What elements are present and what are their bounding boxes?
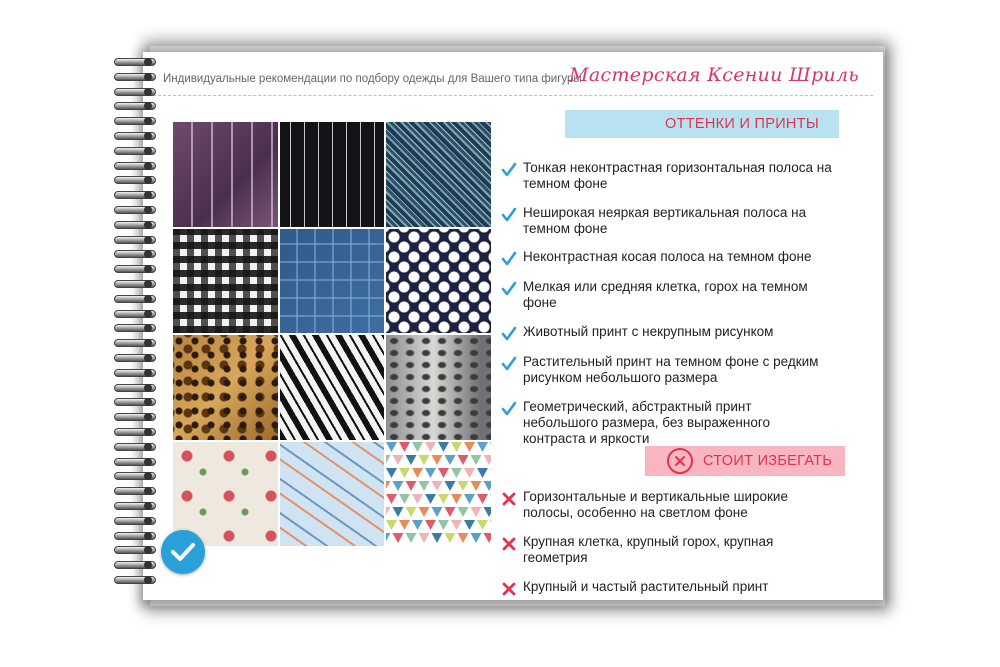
triangle-motif	[425, 546, 436, 547]
triangle-motif	[419, 455, 430, 465]
triangle-motif	[412, 468, 423, 478]
spiral-ring	[110, 236, 154, 245]
triangle-motif	[477, 442, 488, 452]
list-item-text: Неконтрастная косая полоса на темном фоне	[523, 249, 812, 264]
checkmark-icon	[501, 281, 517, 297]
spiral-ring	[110, 354, 154, 363]
triangle-motif	[471, 481, 482, 491]
triangle-motif	[412, 494, 423, 504]
triangle-motif	[425, 442, 436, 452]
triangle-motif	[432, 481, 443, 491]
swatch-blue-check	[280, 229, 385, 334]
spiral-ring	[110, 576, 154, 585]
checkmark-icon	[501, 401, 517, 417]
triangle-motif	[490, 468, 491, 478]
triangle-motif	[386, 494, 397, 504]
list-item-text: Крупная клетка, крупный горох, крупная геометрия	[523, 534, 774, 565]
triangle-motif	[425, 520, 436, 530]
triangle-motif	[445, 455, 456, 465]
triangle-motif	[399, 442, 410, 452]
triangle-motif	[412, 546, 423, 547]
triangle-motif	[490, 442, 491, 452]
recommended-title: ОТТЕНКИ И ПРИНТЫ	[565, 110, 839, 138]
triangle-motif	[406, 455, 417, 465]
triangle-motif	[386, 468, 397, 478]
triangle-motif	[471, 455, 482, 465]
triangle-motif	[393, 455, 404, 465]
triangle-motif	[464, 546, 475, 547]
triangle-motif	[386, 442, 397, 452]
triangle-motif	[484, 455, 491, 465]
avoid-title-box	[645, 446, 845, 476]
spiral-ring	[110, 561, 154, 570]
page-subtitle: Индивидуальные рекомендации по подбору одежды для Вашего типа фигуры	[163, 73, 582, 85]
triangle-motif	[451, 494, 462, 504]
spiral-ring	[110, 117, 154, 126]
spiral-ring	[110, 324, 154, 333]
header-divider	[153, 95, 873, 96]
swatch-gingham	[173, 229, 278, 334]
triangle-motif	[458, 481, 469, 491]
triangle-motif	[458, 455, 469, 465]
list-item-text: Неширокая неяркая вертикальная полоса на темном фоне	[523, 205, 807, 236]
triangle-motif	[451, 546, 462, 547]
triangle-motif	[432, 507, 443, 517]
checkmark-icon	[501, 356, 517, 372]
spiral-ring	[110, 147, 154, 156]
list-item-text: Геометрический, абстрактный принт небольшого размера, без выраженного контраста и яркости	[523, 399, 770, 446]
swatch-diagonal-stripe	[386, 122, 491, 227]
spiral-ring	[110, 206, 154, 215]
triangle-motif	[438, 494, 449, 504]
spiral-ring	[110, 295, 154, 304]
triangle-motif	[477, 520, 488, 530]
triangle-motif	[458, 507, 469, 517]
triangle-motif	[419, 481, 430, 491]
triangle-motif	[393, 481, 404, 491]
spiral-ring	[110, 369, 154, 378]
triangle-motif	[406, 481, 417, 491]
swatch-botanical	[280, 442, 385, 547]
triangle-motif	[471, 533, 482, 543]
checkmark-icon	[501, 207, 517, 223]
triangle-motif	[399, 468, 410, 478]
list-item-text: Тонкая неконтрастная горизонтальная полоса на темном фоне	[523, 160, 832, 191]
list-item-text: Растительный принт на темном фоне с редким рисунком небольшого размера	[523, 354, 819, 385]
triangle-motif	[425, 494, 436, 504]
triangle-motif	[438, 520, 449, 530]
triangle-motif	[477, 494, 488, 504]
triangle-motif	[438, 442, 449, 452]
triangle-motif	[386, 533, 391, 543]
triangle-motif	[393, 533, 404, 543]
swatch-purple-pinstripe	[173, 122, 278, 227]
triangle-motif	[458, 533, 469, 543]
checkmark-icon	[501, 326, 517, 342]
spiral-ring	[110, 102, 154, 111]
triangle-motif	[477, 546, 488, 547]
swatch-leopard	[173, 335, 278, 440]
triangle-motif	[425, 468, 436, 478]
triangle-motif	[464, 494, 475, 504]
triangle-motif	[445, 481, 456, 491]
triangle-motif	[386, 455, 391, 465]
triangle-motif	[406, 507, 417, 517]
spiral-ring	[110, 88, 154, 97]
spiral-ring	[110, 458, 154, 467]
triangle-motif	[386, 507, 391, 517]
spiral-ring	[110, 443, 154, 452]
brand-logo: Мастерская Ксении Шриль	[569, 64, 859, 86]
triangle-motif	[445, 507, 456, 517]
spiral-ring	[110, 310, 154, 319]
triangle-motif	[471, 507, 482, 517]
triangle-motif	[477, 468, 488, 478]
triangle-motif	[432, 533, 443, 543]
triangle-motif	[484, 481, 491, 491]
list-item-text: Крупный и частый растительный принт	[523, 579, 769, 594]
spiral-ring	[110, 517, 154, 526]
triangle-motif	[419, 533, 430, 543]
swatch-triangles	[386, 442, 491, 547]
spiral-ring	[110, 265, 154, 274]
spiral-ring	[110, 472, 154, 481]
spiral-ring	[110, 250, 154, 259]
triangle-motif	[451, 520, 462, 530]
triangle-motif	[464, 468, 475, 478]
triangle-motif	[484, 507, 491, 517]
triangle-motif	[490, 494, 491, 504]
triangle-motif	[386, 520, 397, 530]
triangle-motif	[412, 520, 423, 530]
spiral-ring	[110, 58, 154, 67]
triangle-motif	[406, 533, 417, 543]
spiral-binding	[110, 58, 170, 598]
spiral-ring	[110, 339, 154, 348]
swatch-grid	[173, 122, 491, 546]
triangle-motif	[490, 546, 491, 547]
spiral-ring	[110, 487, 154, 496]
triangle-motif	[451, 442, 462, 452]
spiral-ring	[110, 176, 154, 185]
spiral-ring	[110, 532, 154, 541]
list-item-text: Животный принт с некрупным рисунком	[523, 324, 774, 339]
triangle-motif	[412, 442, 423, 452]
triangle-motif	[386, 546, 397, 547]
checkmark-icon	[501, 251, 517, 267]
triangle-motif	[432, 455, 443, 465]
spiral-ring	[110, 162, 154, 171]
triangle-motif	[464, 442, 475, 452]
spiral-ring	[110, 398, 154, 407]
swatch-polka-dot	[386, 229, 491, 334]
spiral-ring	[110, 132, 154, 141]
triangle-motif	[393, 507, 404, 517]
triangle-motif	[399, 494, 410, 504]
triangle-motif	[419, 507, 430, 517]
spiral-ring	[110, 546, 154, 555]
triangle-motif	[445, 533, 456, 543]
triangle-motif	[490, 520, 491, 530]
notebook-page	[143, 52, 883, 600]
cross-icon	[501, 581, 517, 597]
triangle-motif	[464, 520, 475, 530]
triangle-motif	[386, 481, 391, 491]
spiral-ring	[110, 191, 154, 200]
list-item-text: Мелкая или средняя клетка, горох на темном фоне	[523, 279, 808, 310]
spiral-ring	[110, 384, 154, 393]
triangle-motif	[484, 533, 491, 543]
spiral-ring	[110, 280, 154, 289]
cross-icon	[501, 536, 517, 552]
spiral-ring	[110, 221, 154, 230]
x-circle-icon	[667, 448, 693, 474]
spiral-ring	[110, 428, 154, 437]
spiral-ring	[110, 502, 154, 511]
triangle-motif	[438, 468, 449, 478]
triangle-motif	[451, 468, 462, 478]
spiral-ring	[110, 73, 154, 82]
spiral-ring	[110, 413, 154, 422]
avoid-title: СТОИТ ИЗБЕГАТЬ	[703, 453, 833, 469]
swatch-snake	[386, 335, 491, 440]
cross-icon	[501, 491, 517, 507]
triangle-motif	[438, 546, 449, 547]
triangle-motif	[399, 546, 410, 547]
swatch-black-pinstripe	[280, 122, 385, 227]
triangles-pattern	[386, 442, 491, 547]
swatch-zebra	[280, 335, 385, 440]
checkmark-icon	[501, 162, 517, 178]
list-item-text: Горизонтальные и вертикальные широкие полосы, особенно на светлом фоне	[523, 489, 788, 520]
triangle-motif	[399, 520, 410, 530]
